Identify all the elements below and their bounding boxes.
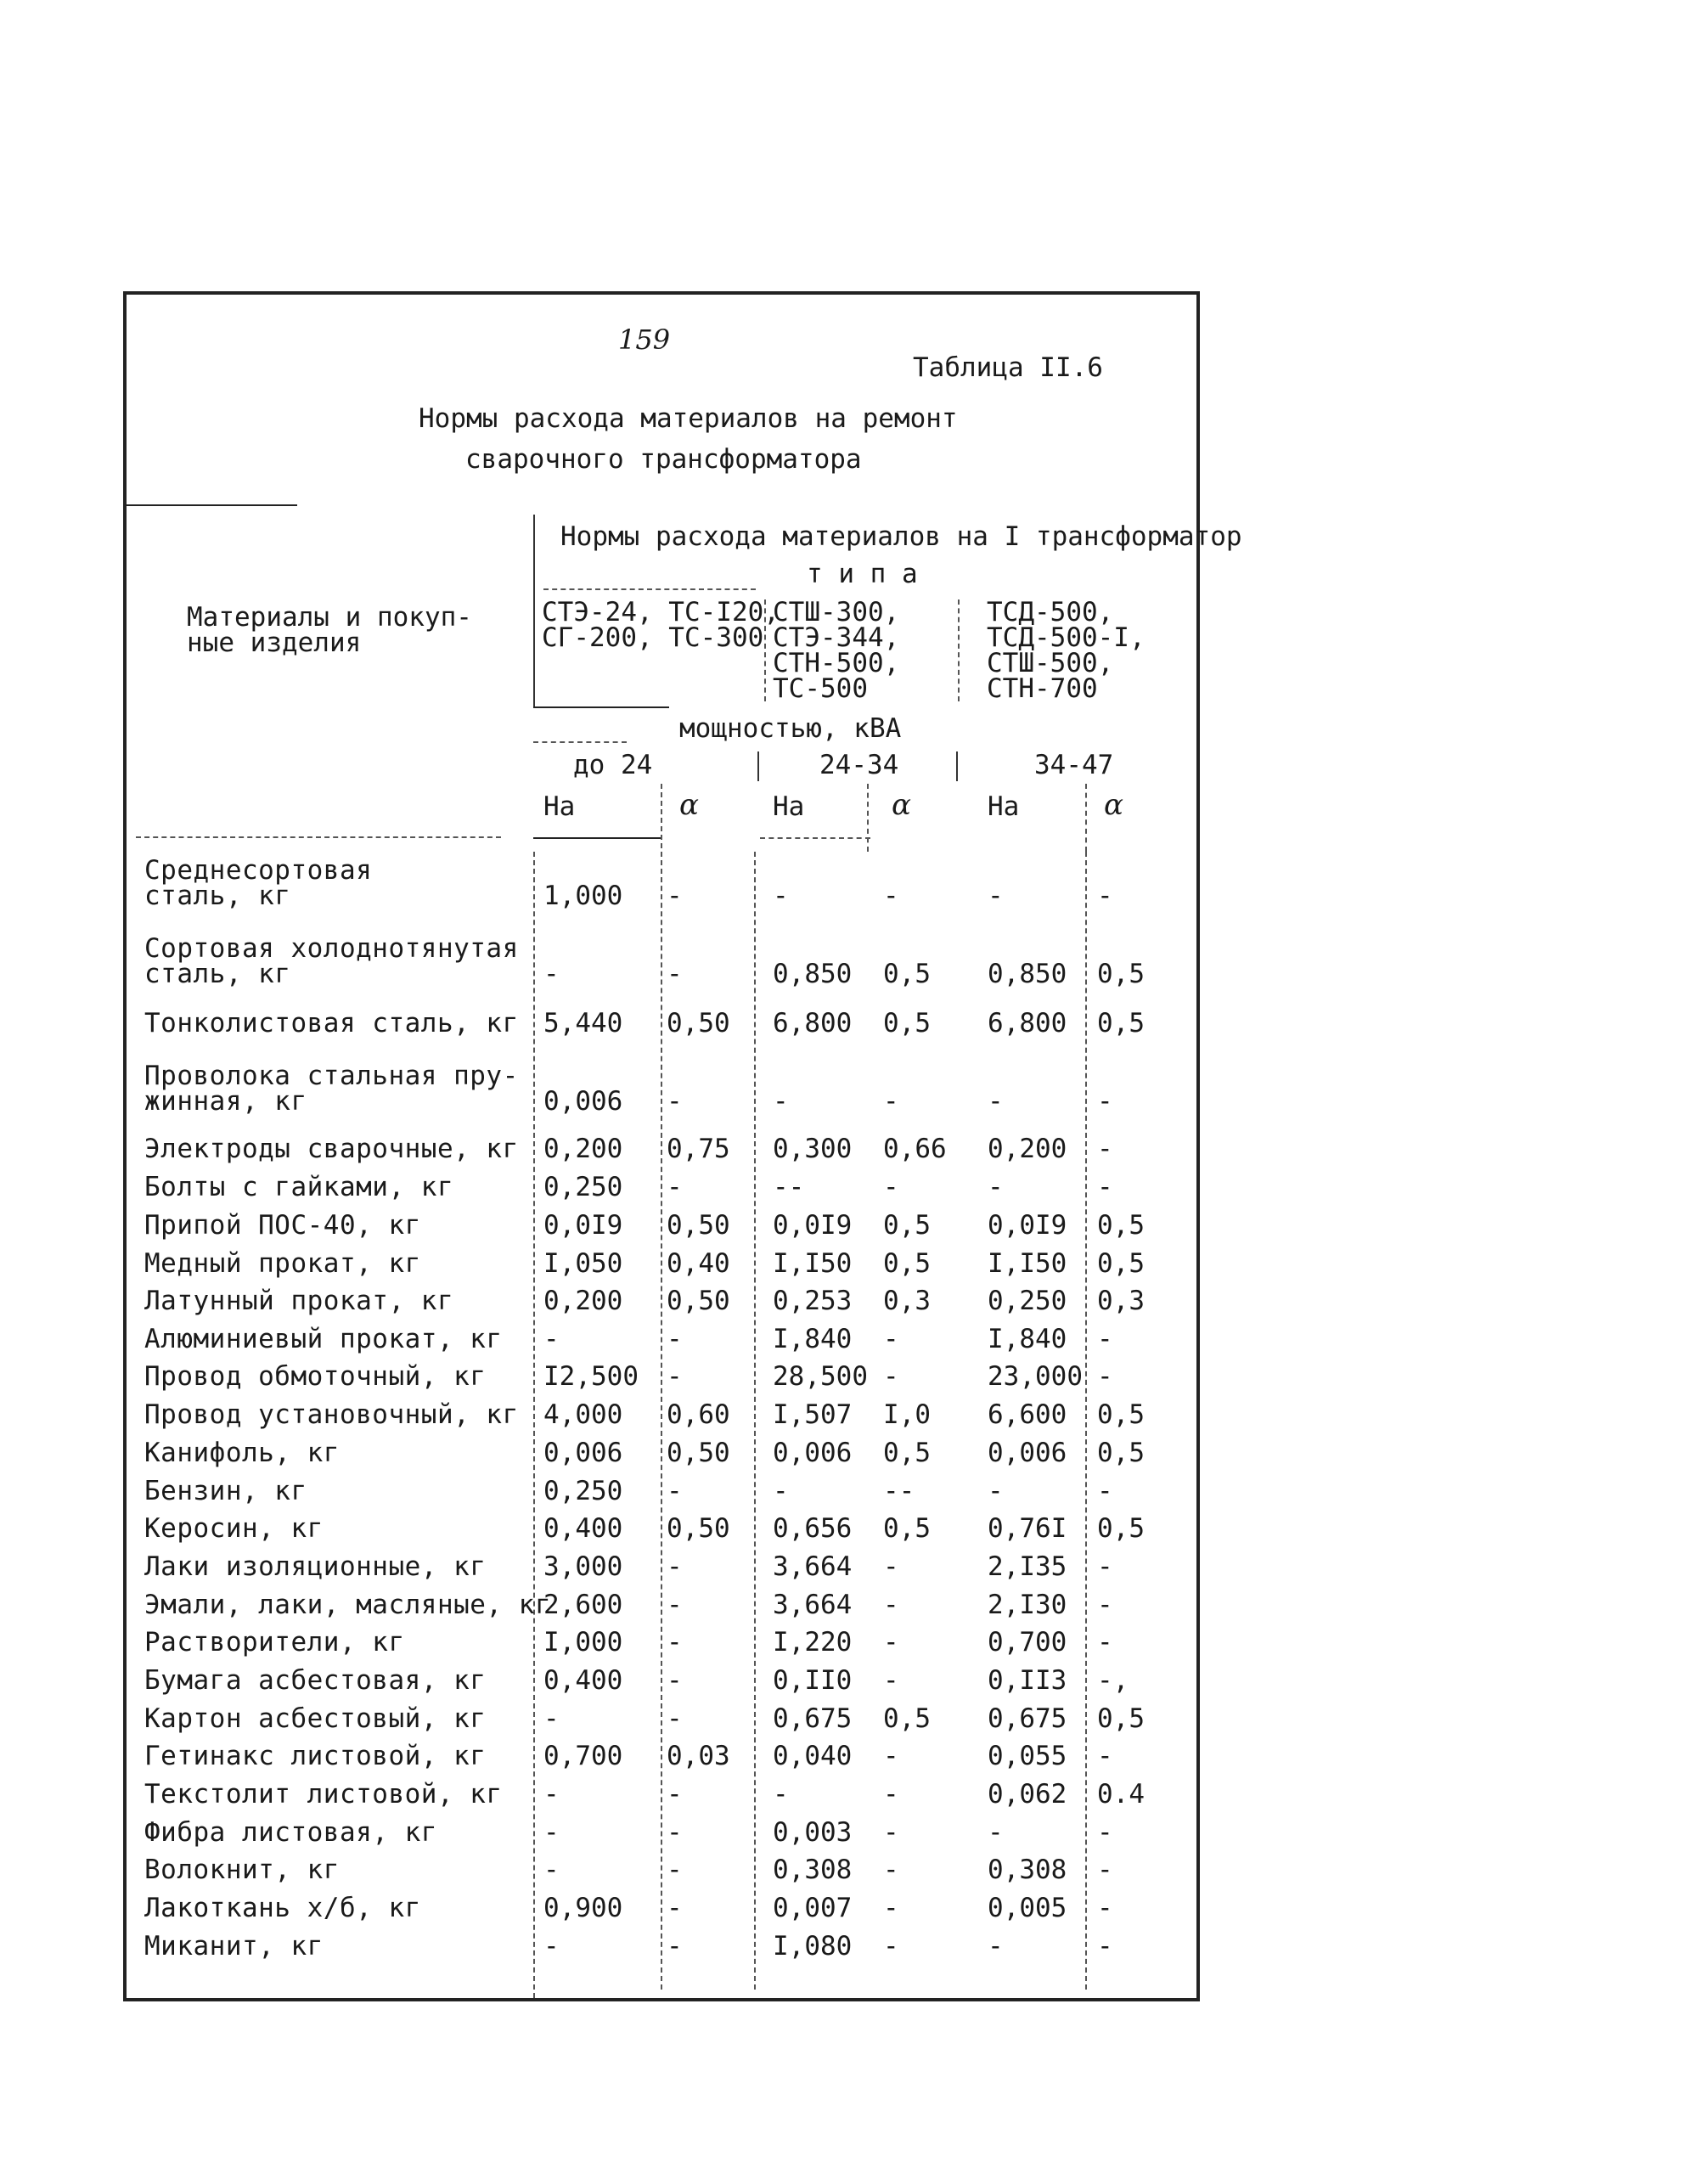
row-alpha-value: -: [667, 1665, 683, 1696]
row-norm-value: 0,055: [988, 1741, 1067, 1771]
table-title-line-1: Нормы расхода материалов на ремонт: [419, 403, 958, 434]
row-alpha-value: 0,5: [1097, 1438, 1145, 1468]
row-norm-value: I,840: [988, 1324, 1067, 1354]
row-alpha-value: 0,5: [883, 959, 931, 989]
row-alpha-value: 0,5: [883, 1248, 931, 1279]
row-alpha-value: -: [883, 1324, 899, 1354]
row-norm-value: 0,0I9: [988, 1210, 1067, 1241]
row-alpha-value: -: [667, 1817, 683, 1848]
row-norm-value: 0,76I: [988, 1513, 1067, 1544]
row-alpha-value: -: [1097, 1134, 1113, 1164]
row-norm-value: -: [773, 1779, 789, 1810]
body-divider-3: [754, 852, 756, 1990]
row-norm-value: 23,000: [988, 1361, 1083, 1392]
row-norm-value: -: [988, 1172, 1004, 1202]
row-alpha-value: -: [667, 881, 683, 911]
row-norm-value: 4,000: [543, 1399, 623, 1430]
row-norm-value: 0,656: [773, 1513, 853, 1544]
row-alpha-value: -: [1097, 1551, 1113, 1582]
row-norm-value: 0,200: [988, 1134, 1067, 1164]
row-norm-value: 0,0I9: [543, 1210, 623, 1241]
row-alpha-value: 0,5: [1097, 1703, 1145, 1734]
header-power-rule: [533, 741, 627, 743]
row-norm-value: 0,0I9: [773, 1210, 853, 1241]
row-alpha-value: -: [1097, 1590, 1113, 1620]
row-alpha-value: -: [667, 1931, 683, 1962]
row-norm-value: 6,800: [988, 1008, 1067, 1039]
row-alpha-value: -: [883, 1931, 899, 1962]
row-norm-value: 0,200: [543, 1286, 623, 1316]
header-divider-materials: [533, 515, 535, 708]
row-alpha-value: -: [1097, 1361, 1113, 1392]
header-bottom-rule-na2: [760, 837, 870, 839]
row-norm-value: I,000: [543, 1627, 623, 1658]
row-material-name: Сортовая холоднотянутая сталь, кг: [144, 933, 519, 989]
row-norm-value: I2,500: [543, 1361, 639, 1392]
row-material-name: Растворители, кг: [144, 1627, 405, 1658]
row-alpha-value: -: [883, 1172, 899, 1202]
row-norm-value: 0,700: [988, 1627, 1067, 1658]
header-range-3: 34-47: [1034, 750, 1114, 780]
row-alpha-value: 0.4: [1097, 1779, 1145, 1810]
row-material-name: Электроды сварочные, кг: [144, 1134, 519, 1164]
row-alpha-value: 0,50: [667, 1210, 730, 1241]
row-alpha-value: 0,5: [1097, 1513, 1145, 1544]
row-material-name: Провод обмоточный, кг: [144, 1361, 487, 1392]
row-norm-value: 0,007: [773, 1893, 853, 1923]
body-divider-2: [661, 852, 662, 1990]
row-material-name: Миканит, кг: [144, 1931, 324, 1962]
row-alpha-value: -: [667, 1324, 683, 1354]
row-alpha-value: -: [1097, 1172, 1113, 1202]
row-alpha-value: -: [1097, 1741, 1113, 1771]
row-norm-value: I,I50: [988, 1248, 1067, 1279]
row-alpha-value: 0,5: [1097, 1210, 1145, 1241]
row-alpha-value: -: [667, 1893, 683, 1923]
row-alpha-value: -: [1097, 1855, 1113, 1885]
row-alpha-value: -: [883, 1665, 899, 1696]
row-alpha-value: -: [667, 1086, 683, 1117]
row-alpha-value: 0,5: [1097, 1008, 1145, 1039]
header-type-rule: [543, 588, 756, 590]
row-norm-value: 3,000: [543, 1551, 623, 1582]
row-norm-value: 0,850: [773, 959, 853, 989]
row-norm-value: -: [773, 1086, 789, 1117]
row-norm-value: 0,300: [773, 1134, 853, 1164]
row-alpha-value: 0,3: [883, 1286, 931, 1316]
row-norm-value: -: [988, 881, 1004, 911]
row-norm-value: 0,308: [988, 1855, 1067, 1885]
row-alpha-value: -: [667, 1590, 683, 1620]
row-alpha-value: -: [667, 1476, 683, 1506]
row-norm-value: -: [543, 1324, 560, 1354]
row-norm-value: -: [543, 1817, 560, 1848]
header-na-2: На: [773, 791, 805, 822]
row-alpha-value: 0,5: [883, 1008, 931, 1039]
row-alpha-value: -: [667, 1703, 683, 1734]
row-norm-value: I,220: [773, 1627, 853, 1658]
row-norm-value: 0,062: [988, 1779, 1067, 1810]
row-alpha-value: 0,5: [883, 1438, 931, 1468]
row-norm-value: 0,400: [543, 1513, 623, 1544]
row-alpha-value: I,0: [883, 1399, 931, 1430]
row-norm-value: 0,675: [988, 1703, 1067, 1734]
row-norm-value: -: [543, 1855, 560, 1885]
row-alpha-value: 0,5: [883, 1703, 931, 1734]
row-norm-value: -: [988, 1931, 1004, 1962]
row-alpha-value: -: [883, 1551, 899, 1582]
row-material-name: Фибра листовая, кг: [144, 1817, 437, 1848]
row-norm-value: 0,003: [773, 1817, 853, 1848]
row-norm-value: 3,664: [773, 1551, 853, 1582]
row-norm-value: I,080: [773, 1931, 853, 1962]
row-alpha-value: 0,40: [667, 1248, 730, 1279]
row-alpha-value: 0,50: [667, 1286, 730, 1316]
header-alpha-3: α: [1104, 788, 1123, 822]
row-norm-value: 28,500: [773, 1361, 868, 1392]
header-range-2: 24-34: [819, 750, 899, 780]
row-material-name: Керосин, кг: [144, 1513, 324, 1544]
header-range-divider-2: [956, 751, 958, 781]
row-material-name: Эмали, лаки, масляные, кг: [144, 1590, 552, 1620]
header-norms: Нормы расхода материалов на I трансформатор: [560, 521, 1242, 552]
header-group-rule: [533, 706, 669, 708]
row-alpha-value: -: [883, 1779, 899, 1810]
row-alpha-value: -: [883, 1590, 899, 1620]
row-alpha-value: 0,66: [883, 1134, 947, 1164]
header-range-divider-1: [757, 751, 759, 781]
body-divider-4: [1085, 852, 1087, 1990]
row-material-name: Среднесортовая сталь, кг: [144, 855, 373, 911]
row-alpha-value: -: [883, 1361, 899, 1392]
header-type: т и п а: [807, 559, 918, 589]
row-alpha-value: 0,5: [883, 1513, 931, 1544]
row-norm-value: -: [988, 1817, 1004, 1848]
row-material-name: Гетинакс листовой, кг: [144, 1741, 487, 1771]
table-label: Таблица II.6: [913, 352, 1103, 383]
body-divider-1: [533, 852, 535, 1998]
row-norm-value: I,507: [773, 1399, 853, 1430]
row-norm-value: -: [543, 959, 560, 989]
row-alpha-value: -: [1097, 1931, 1113, 1962]
row-norm-value: -: [543, 1779, 560, 1810]
row-norm-value: -: [773, 881, 789, 911]
row-alpha-value: -: [1097, 1476, 1113, 1506]
row-norm-value: 0,700: [543, 1741, 623, 1771]
page-number: 159: [618, 324, 671, 356]
row-norm-value: 6,800: [773, 1008, 853, 1039]
row-alpha-value: --: [883, 1476, 915, 1506]
row-alpha-value: -: [883, 1627, 899, 1658]
header-alpha-1: α: [679, 788, 699, 822]
row-norm-value: 0,006: [773, 1438, 853, 1468]
row-norm-value: 3,664: [773, 1590, 853, 1620]
row-norm-value: 0,II3: [988, 1665, 1067, 1696]
row-norm-value: 2,I35: [988, 1551, 1067, 1582]
row-alpha-value: -: [667, 959, 683, 989]
row-alpha-value: 0,5: [1097, 1248, 1145, 1279]
row-alpha-value: 0,50: [667, 1513, 730, 1544]
row-material-name: Алюминиевый прокат, кг: [144, 1324, 503, 1354]
row-norm-value: 6,600: [988, 1399, 1067, 1430]
header-group-divider-2: [958, 599, 960, 701]
row-norm-value: 0,040: [773, 1741, 853, 1771]
row-material-name: Болты с гайками, кг: [144, 1172, 454, 1202]
row-alpha-value: -: [667, 1855, 683, 1885]
row-alpha-value: -: [667, 1779, 683, 1810]
row-norm-value: 0,400: [543, 1665, 623, 1696]
row-alpha-value: 0,75: [667, 1134, 730, 1164]
header-group-3: ТСД-500, ТСД-500-I, СТШ-500, СТН-700: [987, 597, 1146, 704]
row-alpha-value: 0,5: [883, 1210, 931, 1241]
row-norm-value: 2,I30: [988, 1590, 1067, 1620]
row-norm-value: --: [773, 1172, 805, 1202]
row-norm-value: 0,675: [773, 1703, 853, 1734]
header-group-2: СТШ-300, СТЭ-344, СТН-500, ТС-500: [773, 597, 900, 704]
row-alpha-value: -: [883, 1855, 899, 1885]
row-alpha-value: -: [1097, 1324, 1113, 1354]
row-material-name: Картон асбестовый, кг: [144, 1703, 487, 1734]
header-power: мощностью, кВА: [679, 713, 902, 744]
row-alpha-value: -: [883, 1817, 899, 1848]
row-material-name: Проволока стальная пру- жинная, кг: [144, 1061, 519, 1117]
row-alpha-value: 0,5: [1097, 959, 1145, 989]
header-range-1: до 24: [573, 750, 653, 780]
row-alpha-value: -: [883, 881, 899, 911]
row-alpha-value: -: [667, 1172, 683, 1202]
row-alpha-value: -,: [1097, 1665, 1129, 1696]
row-material-name: Волокнит, кг: [144, 1855, 340, 1885]
row-alpha-value: -: [1097, 1817, 1113, 1848]
row-material-name: Провод установочный, кг: [144, 1399, 519, 1430]
row-norm-value: 0,250: [543, 1476, 623, 1506]
row-norm-value: 0,250: [988, 1286, 1067, 1316]
header-alpha-2: α: [892, 788, 911, 822]
row-norm-value: 0,006: [543, 1438, 623, 1468]
row-alpha-value: -: [1097, 1893, 1113, 1923]
row-alpha-value: -: [1097, 881, 1113, 911]
row-norm-value: 0,900: [543, 1893, 623, 1923]
row-alpha-value: 0,3: [1097, 1286, 1145, 1316]
header-top-rule: [127, 504, 297, 506]
row-norm-value: -: [773, 1476, 789, 1506]
row-alpha-value: 0,5: [1097, 1399, 1145, 1430]
row-alpha-value: -: [883, 1086, 899, 1117]
row-alpha-value: 0,50: [667, 1008, 730, 1039]
header-materials: Материалы и покуп- ные изделия: [187, 602, 472, 658]
header-na-divider-3: [1085, 784, 1087, 852]
header-na-3: На: [988, 791, 1020, 822]
row-alpha-value: -: [667, 1627, 683, 1658]
header-bottom-rule-left: [136, 836, 501, 838]
row-norm-value: I,I50: [773, 1248, 853, 1279]
row-material-name: Бумага асбестовая, кг: [144, 1665, 487, 1696]
header-group-1: СТЭ-24, ТС-I20, СГ-200, ТС-300: [542, 597, 780, 653]
row-alpha-value: -: [667, 1361, 683, 1392]
row-norm-value: 5,440: [543, 1008, 623, 1039]
row-norm-value: 0,006: [988, 1438, 1067, 1468]
row-alpha-value: 0,60: [667, 1399, 730, 1430]
row-alpha-value: -: [1097, 1627, 1113, 1658]
row-alpha-value: 0,03: [667, 1741, 730, 1771]
row-material-name: Канифоль, кг: [144, 1438, 340, 1468]
row-material-name: Бензин, кг: [144, 1476, 307, 1506]
row-material-name: Лаки изоляционные, кг: [144, 1551, 487, 1582]
row-norm-value: 0,308: [773, 1855, 853, 1885]
row-material-name: Медный прокат, кг: [144, 1248, 421, 1279]
row-alpha-value: -: [883, 1893, 899, 1923]
row-material-name: Припой ПОС-40, кг: [144, 1210, 421, 1241]
row-norm-value: 1,000: [543, 881, 623, 911]
row-material-name: Текстолит листовой, кг: [144, 1779, 503, 1810]
row-norm-value: I,840: [773, 1324, 853, 1354]
table-title-line-2: сварочного трансформатора: [465, 444, 862, 475]
row-alpha-value: -: [1097, 1086, 1113, 1117]
row-alpha-value: 0,50: [667, 1438, 730, 1468]
row-norm-value: -: [988, 1476, 1004, 1506]
row-norm-value: -: [543, 1931, 560, 1962]
row-norm-value: 0,253: [773, 1286, 853, 1316]
row-material-name: Лакоткань х/б, кг: [144, 1893, 421, 1923]
header-na-1: На: [543, 791, 576, 822]
row-norm-value: 0,850: [988, 959, 1067, 989]
row-norm-value: 0,II0: [773, 1665, 853, 1696]
row-material-name: Латунный прокат, кг: [144, 1286, 454, 1316]
row-norm-value: I,050: [543, 1248, 623, 1279]
row-norm-value: -: [543, 1703, 560, 1734]
header-bottom-rule-na1: [533, 837, 661, 839]
row-norm-value: 2,600: [543, 1590, 623, 1620]
row-norm-value: 0,200: [543, 1134, 623, 1164]
row-norm-value: 0,005: [988, 1893, 1067, 1923]
row-alpha-value: -: [883, 1741, 899, 1771]
row-norm-value: 0,250: [543, 1172, 623, 1202]
header-na-divider-2: [867, 784, 869, 852]
row-norm-value: -: [988, 1086, 1004, 1117]
row-norm-value: 0,006: [543, 1086, 623, 1117]
row-material-name: Тонколистовая сталь, кг: [144, 1008, 519, 1039]
row-alpha-value: -: [667, 1551, 683, 1582]
